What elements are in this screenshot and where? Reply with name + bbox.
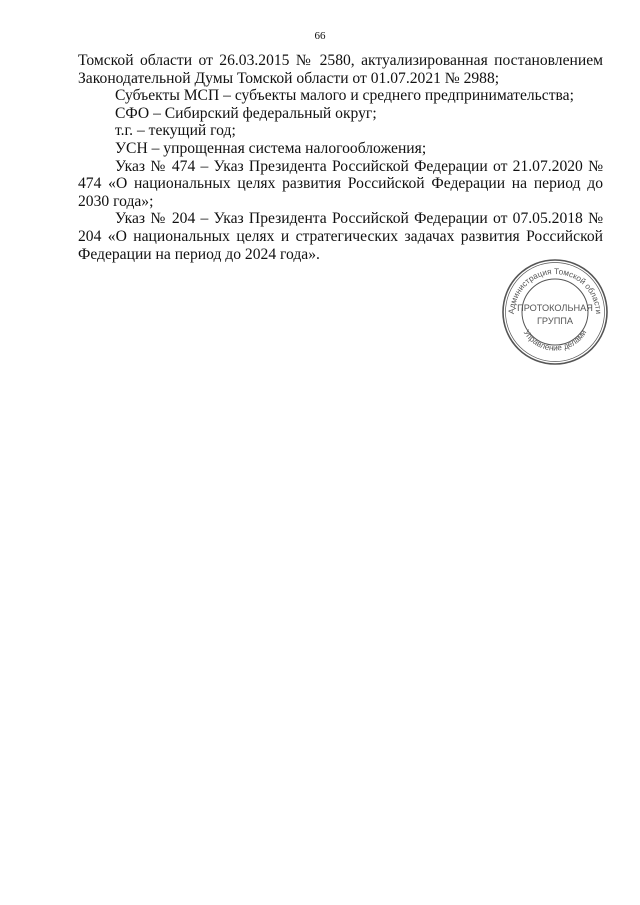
document-body: [78, 52, 603, 263]
stamp-center-line1: ПРОТОКОЛЬНАЯ: [517, 303, 593, 313]
paragraph-1: Томской области от 26.03.2015 № 2580, актуализированная постановлением Законодательной Думы Томской области от 01.07.2021 № 2988;: [78, 52, 603, 87]
stamp-outer-bottom-text: Управление делами: [521, 328, 589, 353]
paragraph-7: Указ № 204 – Указ Президента Российской Федерации от 07.05.2018 № 204 «О национальных целях и стратегических задачах развития Российской Федерации на период до 2024 года».: [78, 210, 603, 263]
round-stamp: [500, 257, 610, 367]
paragraph-5: УСН – упрощенная система налогообложения;: [115, 139, 427, 157]
paragraph-6: Указ № 474 – Указ Президента Российской Федерации от 21.07.2020 № 474 «О национальных целях развития Российской Федерации на период до 2030 года»;: [78, 157, 603, 210]
stamp-center-line2: ГРУППА: [536, 316, 574, 326]
page-number: 66: [314, 30, 326, 42]
paragraph-3: СФО – Сибирский федеральный округ;: [115, 104, 377, 122]
paragraph-2: Субъекты МСП – субъекты малого и среднего предпринимательства;: [115, 87, 574, 105]
stamp-outer-top-text: Администрация Томской области: [506, 266, 604, 315]
paragraph-4: т.г. – текущий год;: [115, 122, 236, 140]
